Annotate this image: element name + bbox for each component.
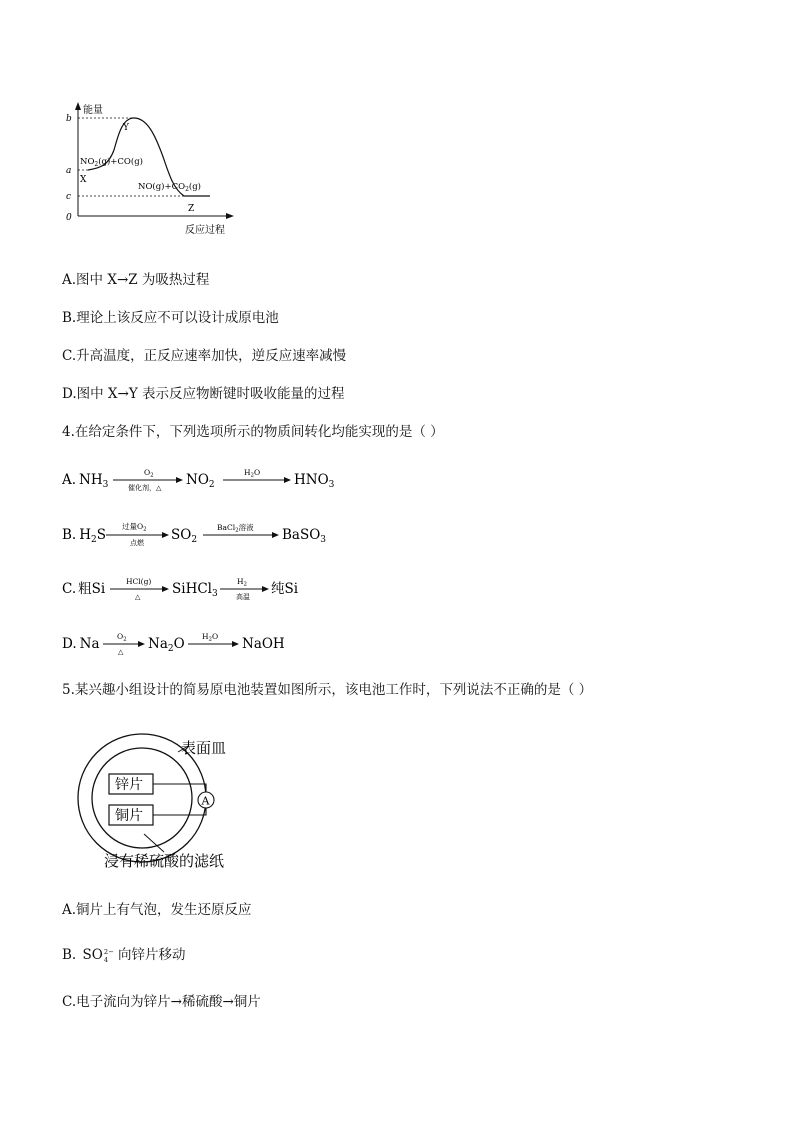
filter-paper [92, 748, 192, 848]
cell-diagram [60, 732, 260, 872]
svg-text:铜片: 铜片 [115, 808, 143, 824]
svg-text:O2: $O_2$ [117, 632, 127, 643]
svg-text:H2: $H_2$ [237, 577, 248, 588]
q4-stem: 4.在给定条件下，下列选项所示的物质间转化均能实现的是（ ） [62, 424, 444, 440]
svg-text:△: △ [118, 648, 124, 656]
q5-option-a: A.铜片上有气泡，发生还原反应 [62, 902, 252, 918]
svg-text:过量O2: 过量$O_2$ [122, 522, 147, 533]
svg-text:H2O: $H_2O$ [244, 468, 261, 479]
products-label: $NO(g)+CO_2(g)$ [138, 182, 201, 193]
reactants-label: $NO_2(g)+CO(g)$ [80, 157, 143, 168]
svg-text:锌片: 锌片 [115, 777, 143, 793]
q5-option-b: B. SO 2− 4 向锌片移动 [62, 947, 186, 964]
svg-text:O2: $O_2$ [144, 468, 154, 479]
q4-option-a [60, 462, 360, 494]
wire-zinc [153, 784, 206, 792]
svg-text:NaOH: NaOH [242, 636, 285, 652]
q5-stem: 5.某兴趣小组设计的简易原电池装置如图所示，该电池工作时，下列说法不正确的是（ ） [62, 682, 593, 698]
svg-text:点燃: 点燃 [130, 539, 144, 547]
svg-text:SiHCl3: SiHCl$_3$ [172, 581, 218, 599]
origin-label: 0 [66, 213, 72, 223]
point-z-label: Z [188, 204, 195, 214]
level-a-label: a [66, 166, 72, 176]
svg-text:NO2: $NO_2$ [186, 472, 215, 490]
point-x-label: X [80, 175, 87, 185]
q3-option-b: B.理论上该反应不可以设计成原电池 [62, 310, 279, 326]
svg-text:D.Na: D. Na [62, 636, 100, 652]
level-b-label: b [66, 114, 72, 124]
y-axis-label: 能量 [83, 105, 103, 116]
level-c-label: c [66, 192, 72, 202]
svg-text:H2O: $H_2O$ [202, 632, 219, 643]
q4-option-b [60, 517, 360, 549]
svg-text:△: △ [135, 593, 141, 601]
q3-option-a: A.图中 X→Z 为吸热过程 [62, 272, 210, 288]
svg-text:BaCl2溶液: BaCl$_2$溶液 [217, 523, 254, 534]
point-y-label: Y [123, 123, 129, 133]
svg-text:A: A [201, 794, 210, 808]
paper-leader [144, 834, 164, 852]
paper-label: 浸有稀硫酸的滤纸 [104, 852, 225, 870]
svg-text:HCl(g): HCl(g) [126, 577, 152, 586]
sulfate-ion: SO 2− 4 [82, 947, 114, 964]
svg-text:纯Si: 纯Si [271, 581, 299, 597]
x-axis-arrow [226, 213, 234, 219]
dish-label: 表面皿 [181, 739, 227, 757]
svg-text:A.NH3: A. $NH_3$ [62, 472, 109, 490]
svg-text:SO2: $SO_2$ [171, 527, 198, 545]
svg-text:高温: 高温 [236, 593, 250, 601]
q4-option-d [60, 626, 360, 658]
x-axis-label: 反应过程 [185, 225, 225, 236]
svg-text:催化剂，△: 催化剂，△ [128, 484, 162, 492]
q3-option-c: C.升高温度，正反应速率加快，逆反应速率减慢 [62, 348, 347, 364]
svg-text:Na2O: $Na_2O$ [148, 636, 185, 654]
q3-option-d: D.图中 X→Y 表示反应物断键时吸收能量的过程 [62, 386, 345, 402]
q5-option-c: C.电子流向为锌片→稀硫酸→铜片 [62, 994, 261, 1010]
wire-copper [153, 808, 206, 815]
svg-text:BaSO3: BaSO$_3$ [282, 527, 327, 545]
svg-text:B.H2S: B. $H_2S$ [62, 527, 106, 545]
y-axis-arrow [75, 102, 81, 110]
svg-text:HNO3: $HNO_3$ [294, 472, 335, 490]
energy-diagram [60, 98, 250, 238]
q4-option-c [60, 571, 360, 603]
svg-text:C.粗Si: C. 粗Si [62, 581, 106, 597]
